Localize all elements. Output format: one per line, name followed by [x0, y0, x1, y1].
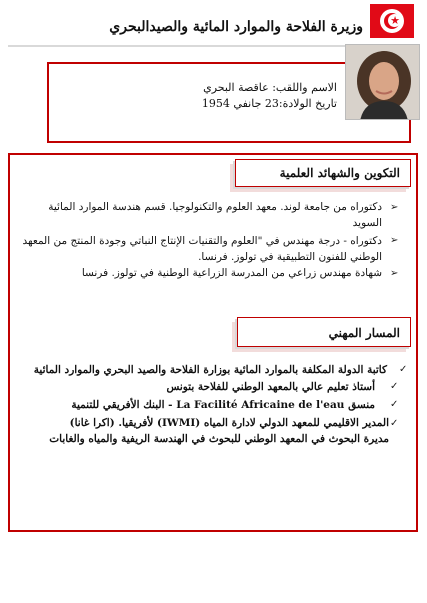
career-item-1: كاتبة الدولة المكلفة بالموارد المائية بوزارة الفلاحة والصيد البحري والموارد المائية — [33, 364, 387, 376]
ministry-title: وزيرة الفلاحة والموارد المائية والصيدالبحري — [109, 19, 363, 35]
career-item-3: منسق La Facilité Africaine de l'eau - البنك الأفريقي للتنمية — [71, 399, 375, 411]
education-item-1-line2: السويد — [352, 217, 382, 229]
arrow-bullet-icon: ➢ — [390, 202, 399, 213]
education-item-1-line1: دكتوراه من جامعة لوند. معهد العلوم والتكنولوجيا. قسم هندسة الموارد المائية — [48, 201, 382, 213]
career-item-4-line2: مديرة البحوث في المعهد الوطني للبحوث في الهندسة الريفية والمياه والغابات — [49, 433, 389, 445]
portrait-photo — [345, 44, 420, 120]
career-heading-box — [237, 317, 411, 347]
title-divider — [8, 45, 364, 47]
arrow-bullet-icon: ➢ — [390, 268, 399, 279]
check-bullet-icon: ✓ — [390, 418, 399, 429]
name-line: الاسم واللقب: عاقصة البحري — [203, 81, 337, 94]
check-bullet-icon: ✓ — [390, 381, 399, 392]
arrow-bullet-icon: ➢ — [390, 235, 399, 246]
education-heading: التكوين والشهائد العلمية — [279, 166, 400, 180]
education-heading-box — [235, 159, 411, 187]
career-item-4-line1: المدير الاقليمي للمعهد الدولي لادارة المياه (IWMI) لأفريقيا. (اكرا غانا) — [69, 417, 389, 429]
profile-details — [202, 80, 337, 112]
birth-line: تاريخ الولادة:23 جانفي 1954 — [201, 97, 337, 110]
check-bullet-icon: ✓ — [399, 364, 408, 375]
education-item-2-line2: الوطني للفنون التطبيقية في تولوز. فرنسا. — [198, 251, 382, 263]
career-heading: المسار المهني — [328, 326, 400, 340]
tunisia-flag-icon: ★ — [370, 4, 414, 38]
education-item-2-line1: دكتوراه - درجة مهندس في "العلوم والتقنيات الإنتاج النباتي وجودة المنتج من المعهد — [22, 235, 382, 247]
education-item-3-line1: شهادة مهندس زراعي من المدرسة الزراعية الوطنية في تولوز. فرنسا — [81, 267, 382, 279]
career-item-2: أستاذ تعليم عالي بالمعهد الوطني للفلاحة بتونس — [166, 381, 375, 393]
check-bullet-icon: ✓ — [390, 399, 399, 410]
